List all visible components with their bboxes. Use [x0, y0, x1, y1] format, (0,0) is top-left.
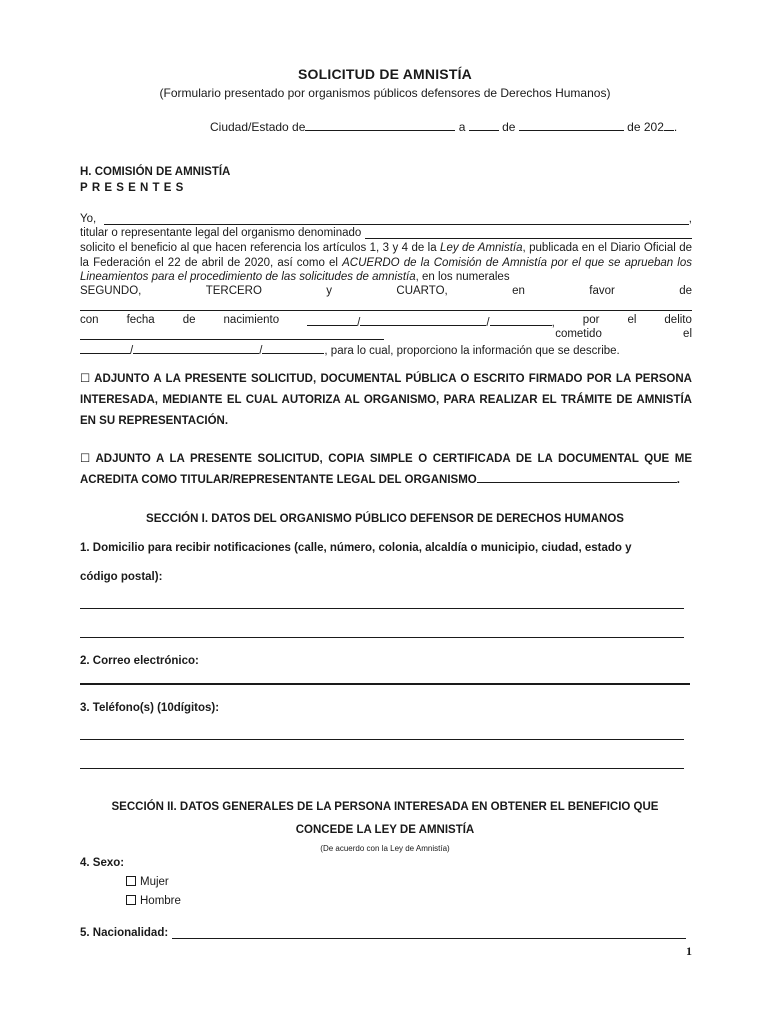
word: en	[512, 285, 525, 297]
slash: /	[130, 345, 134, 357]
question-1-line2: código postal):	[80, 571, 163, 583]
word: de	[182, 314, 196, 326]
address-blank-1[interactable]	[80, 608, 684, 609]
year-label: de 202	[627, 120, 664, 134]
crime-date-line	[80, 342, 692, 356]
phone-blank-2[interactable]	[80, 768, 684, 769]
section-1-title: SECCIÓN I. DATOS DEL ORGANISMO PÚBLICO DEFENSOR DE DERECHOS HUMANOS	[146, 513, 624, 525]
question-4: 4. Sexo:	[80, 857, 125, 869]
intro-titular-line	[80, 227, 692, 241]
year-blank[interactable]	[664, 119, 674, 131]
question-5: 5. Nacionalidad:	[80, 927, 169, 939]
crime-line	[80, 328, 692, 342]
section-2-title-line1: SECCIÓN II. DATOS GENERALES DE LA PERSONA INTERESADA EN OBTENER EL BENEFICIO QUE	[111, 801, 659, 813]
word: cometido	[555, 328, 602, 340]
address-blank-2[interactable]	[80, 637, 684, 638]
credential-blank[interactable]	[477, 471, 677, 483]
email-blank[interactable]	[80, 683, 690, 685]
intro-text-1: solicito el beneficio al que hacen referencia los artículos 1, 3 y 4 de la	[80, 242, 441, 254]
section-2-title	[80, 797, 690, 841]
sex-option-mujer[interactable]	[126, 876, 169, 888]
city-blank[interactable]	[305, 119, 455, 131]
intro-text-2: , publicada en el Diario Oficial de la Federación el 22 de abril de 2020, así como el	[80, 242, 692, 269]
day-label: a	[458, 120, 466, 134]
question-1-line1: 1. Domicilio para recibir notificaciones (calle, número, colonia, alcaldía o municipio, ciudad, estado y	[80, 542, 632, 554]
checkbox-credential[interactable]: ☐	[80, 453, 91, 465]
word: de	[679, 285, 692, 297]
page-number: 1	[686, 944, 692, 958]
attachment-authorization	[80, 369, 692, 432]
attachment-text: ADJUNTO A LA PRESENTE SOLICITUD, COPIA SIMPLE O CERTIFICADA DE LA DOCUMENTAL QUE ME ACREDITA COMO TITULAR/REPRESENTANTE LEGAL DEL ORGANISMO	[80, 453, 692, 486]
titular-label: titular o representante legal del organismo denominado	[80, 227, 362, 239]
document-title: SOLICITUD DE AMNISTÍA	[297, 66, 472, 82]
day-blank[interactable]	[469, 119, 499, 131]
option-label: Mujer	[140, 876, 169, 888]
document-subtitle: (Formulario presentado por organismos públicos defensores de Derechos Humanos)	[159, 86, 611, 100]
applicant-name-blank[interactable]	[104, 213, 689, 225]
word: por	[582, 314, 600, 326]
word: fecha	[126, 314, 155, 326]
option-label: Hombre	[140, 895, 181, 907]
period: .	[676, 474, 680, 486]
intro-yo-line	[80, 213, 692, 227]
question-3: 3. Teléfono(s) (10dígitos):	[80, 702, 220, 714]
word: nacimiento	[223, 314, 280, 326]
attachment-credential	[80, 449, 692, 491]
birth-date-line	[80, 314, 692, 328]
birth-date-field[interactable]: / / ,	[307, 314, 555, 328]
phone-blank-1[interactable]	[80, 739, 684, 740]
intro-paragraph	[80, 241, 692, 285]
word: TERCERO	[205, 285, 262, 297]
comma: ,	[688, 213, 692, 225]
place-date-line	[210, 119, 677, 134]
addressee-name: H. COMISIÓN DE AMNISTÍA	[80, 166, 231, 178]
checkbox-icon[interactable]	[126, 895, 136, 905]
crime-date-field[interactable]	[80, 345, 324, 357]
word: SEGUNDO,	[80, 285, 142, 297]
checkbox-icon[interactable]	[126, 876, 136, 886]
crime-blank[interactable]	[80, 328, 384, 340]
intro-text-3: , en los numerales	[415, 271, 510, 283]
question-2: 2. Correo electrónico:	[80, 655, 199, 667]
question-5-line	[80, 927, 686, 941]
section-2-note: (De acuerdo con la Ley de Amnistía)	[320, 844, 450, 853]
attachment-text: ADJUNTO A LA PRESENTE SOLICITUD, DOCUMENTAL PÚBLICA O ESCRITO FIRMADO POR LA PERSONA INTERESADA, MEDIANTE EL CUAL AUTORIZA AL ORGANISMO, PARA REALIZAR EL TRÁMITE DE AMNISTÍA EN SU REPRESENTACIÓN.	[80, 373, 692, 427]
nationality-blank[interactable]	[172, 927, 686, 939]
organism-name-blank[interactable]	[365, 227, 692, 239]
month-label: de	[502, 120, 516, 134]
section-2-title-line2: CONCEDE LA LEY DE AMNISTÍA	[295, 824, 475, 836]
word: y	[326, 285, 333, 297]
addressee-presentes: PRESENTES	[80, 182, 188, 194]
slash: /	[486, 317, 490, 329]
closing-text: , para lo cual, proporciono la información que se describe.	[324, 345, 620, 357]
word: el	[627, 314, 637, 326]
sex-option-hombre[interactable]	[126, 895, 181, 907]
agreement-name: ACUERDO de la Comisión de Amnistía por el que se aprueban los Lineamientos para el procedimiento de las solicitudes de amnistía	[80, 256, 692, 283]
yo-label: Yo,	[80, 213, 97, 225]
numerales-line	[80, 285, 692, 299]
law-name: Ley de Amnistía	[440, 242, 523, 254]
city-label: Ciudad/Estado de	[210, 120, 306, 134]
word: con	[80, 314, 99, 326]
month-blank[interactable]	[519, 119, 624, 131]
word: CUARTO,	[396, 285, 448, 297]
checkbox-authorization[interactable]: ☐	[80, 373, 91, 385]
slash: /	[357, 317, 361, 329]
beneficiary-name-blank[interactable]	[80, 310, 692, 311]
word: favor	[589, 285, 615, 297]
period: .	[673, 120, 678, 134]
word: delito	[664, 314, 692, 326]
word: el	[683, 328, 692, 340]
slash: /	[259, 345, 263, 357]
